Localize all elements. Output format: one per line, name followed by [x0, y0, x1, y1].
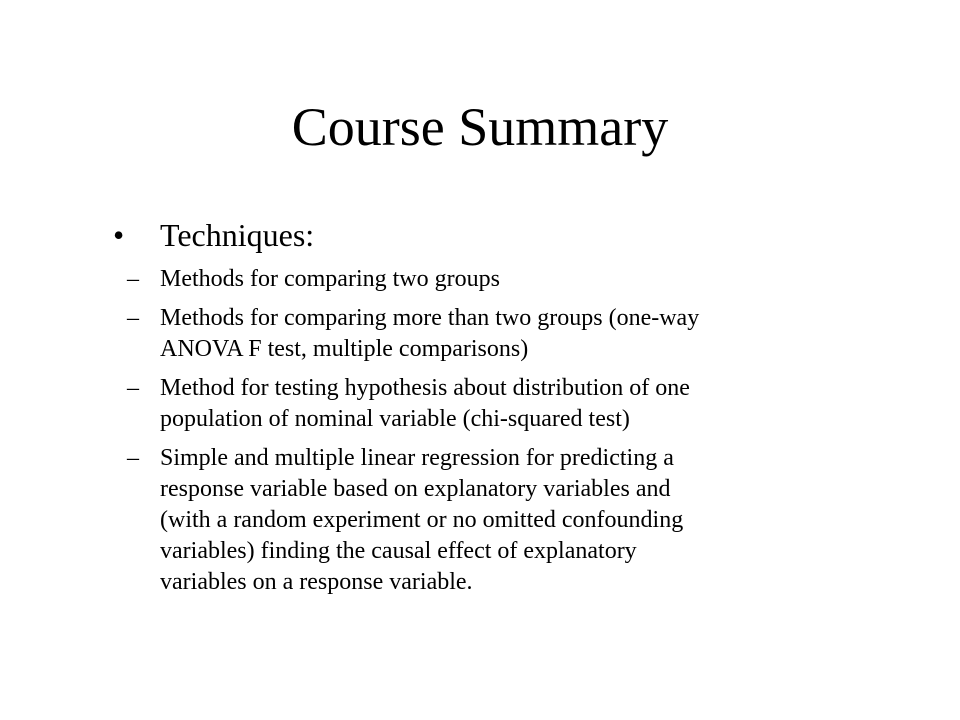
slide-title: Course Summary	[291, 97, 669, 157]
bullet-techniques	[113, 213, 314, 257]
text-line: Simple and multiple linear regression for predicting a	[160, 445, 674, 471]
text-line: variables on a response variable.	[160, 569, 473, 595]
sub-bullet-item	[127, 443, 867, 598]
sub-bullet-text	[160, 303, 867, 365]
text-line: Methods for comparing more than two groups (one-way	[160, 305, 700, 331]
sub-bullet-text	[160, 264, 867, 295]
text-line: population of nominal variable (chi-squared test)	[160, 406, 630, 432]
sub-bullet-item	[127, 264, 867, 295]
text-line: Methods for comparing two groups	[160, 266, 500, 292]
sub-bullet-text	[160, 443, 867, 598]
sub-bullet-text	[160, 373, 867, 435]
bullet-marker: •	[113, 217, 125, 253]
text-line: Method for testing hypothesis about distribution of one	[160, 375, 690, 401]
bullet-label: Techniques:	[160, 217, 315, 253]
sub-bullet-item	[127, 373, 867, 435]
text-line: (with a random experiment or no omitted confounding	[160, 507, 684, 533]
text-line: ANOVA F test, multiple comparisons)	[160, 336, 529, 362]
text-line: variables) finding the causal effect of explanatory	[160, 538, 637, 564]
sub-bullet-item	[127, 303, 867, 365]
sub-bullet-list	[127, 264, 867, 606]
dash-marker: –	[127, 266, 139, 292]
dash-marker: –	[127, 445, 139, 471]
dash-marker: –	[127, 375, 139, 401]
text-line: response variable based on explanatory variables and	[160, 476, 671, 502]
dash-marker: –	[127, 305, 139, 331]
